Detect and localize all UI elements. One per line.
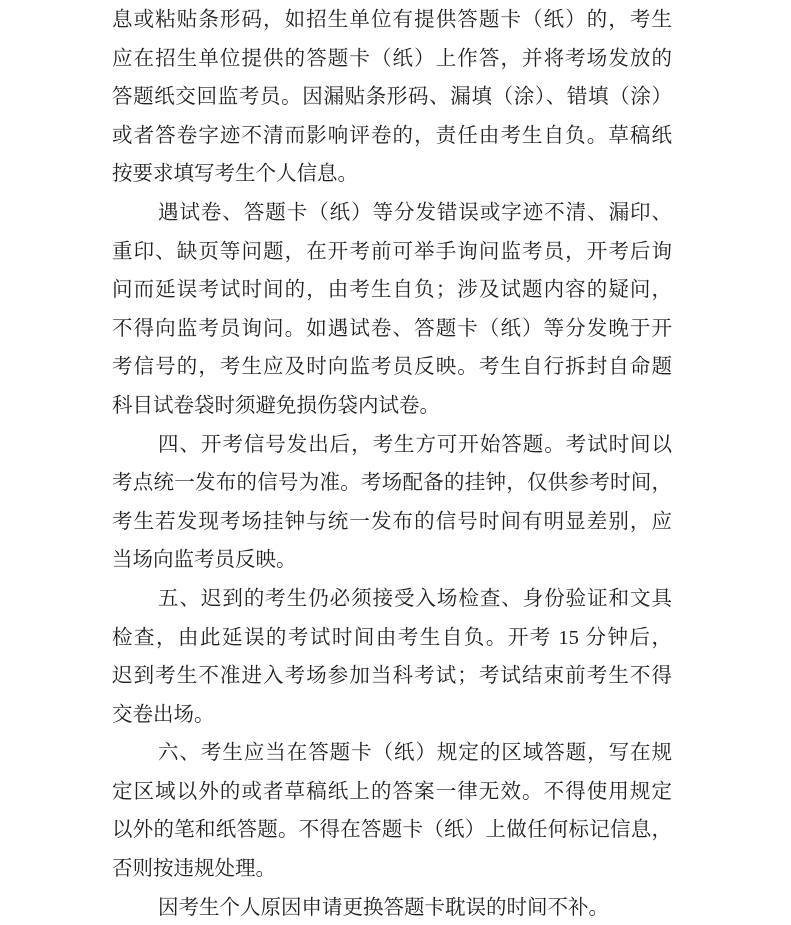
text-line: 考生若发现考场挂钟与统一发布的信号时间有明显差别，应: [112, 510, 672, 533]
text-line: 按要求填写考生个人信息。: [112, 163, 358, 186]
text-line: 交卷出场。: [112, 703, 215, 726]
text-line: 以外的笔和纸答题。不得在答题卡（纸）上做任何标记信息，: [112, 819, 672, 842]
text-line: 检查，由此延误的考试时间由考生自负。开考 15 分钟后，: [112, 626, 672, 649]
text-line: 遇试卷、答题卡（纸）等分发错误或字迹不清、漏印、: [158, 201, 672, 224]
text-line: 考点统一发布的信号为准。考场配备的挂钟，仅供参考时间，: [112, 472, 672, 495]
text-line: 问而延误考试时间的，由考生自负；涉及试题内容的疑问，: [112, 279, 672, 302]
paragraph: [112, 1, 672, 194]
text-line: 否则按违规处理。: [112, 858, 276, 881]
text-line: 应在招生单位提供的答题卡（纸）上作答，并将考场发放的: [112, 47, 672, 70]
text-line: 当场向监考员反映。: [112, 549, 297, 572]
paragraph: [112, 734, 672, 888]
paragraph: [112, 889, 672, 925]
text-line: 答题纸交回监考员。因漏贴条形码、漏填（涂）、错填（涂）: [112, 86, 672, 109]
paragraph: [112, 194, 672, 426]
text-line: 或者答卷字迹不清而影响评卷的，责任由考生自负。草稿纸: [112, 124, 672, 147]
text-line: 定区域以外的或者草稿纸上的答案一律无效。不得使用规定: [112, 780, 672, 803]
text-line: 息或粘贴条形码，如招生单位有提供答题卡（纸）的，考生: [112, 9, 672, 31]
text-line: 因考生个人原因申请更换答题卡耽误的时间不补。: [158, 896, 609, 919]
text-line: 四、开考信号发出后，考生方可开始答题。考试时间以: [158, 433, 672, 456]
text-line: 科目试卷袋时须避免损伤袋内试卷。: [112, 394, 440, 417]
paragraph: [112, 426, 672, 580]
text-line: 考信号的，考生应及时向监考员反映。考生自行拆封自命题: [112, 356, 672, 379]
text-line: 五、迟到的考生仍必须接受入场检查、身份验证和文具: [158, 587, 672, 610]
text-line: 迟到考生不准进入考场参加当科考试；考试结束前考生不得: [112, 665, 672, 688]
text-line: 不得向监考员询问。如遇试卷、答题卡（纸）等分发晚于开: [112, 317, 672, 340]
paragraph: [112, 580, 672, 734]
text-line: 重印、缺页等问题，在开考前可举手询问监考员，开考后询: [112, 240, 672, 263]
text-line: 六、考生应当在答题卡（纸）规定的区域答题，写在规: [158, 742, 672, 765]
